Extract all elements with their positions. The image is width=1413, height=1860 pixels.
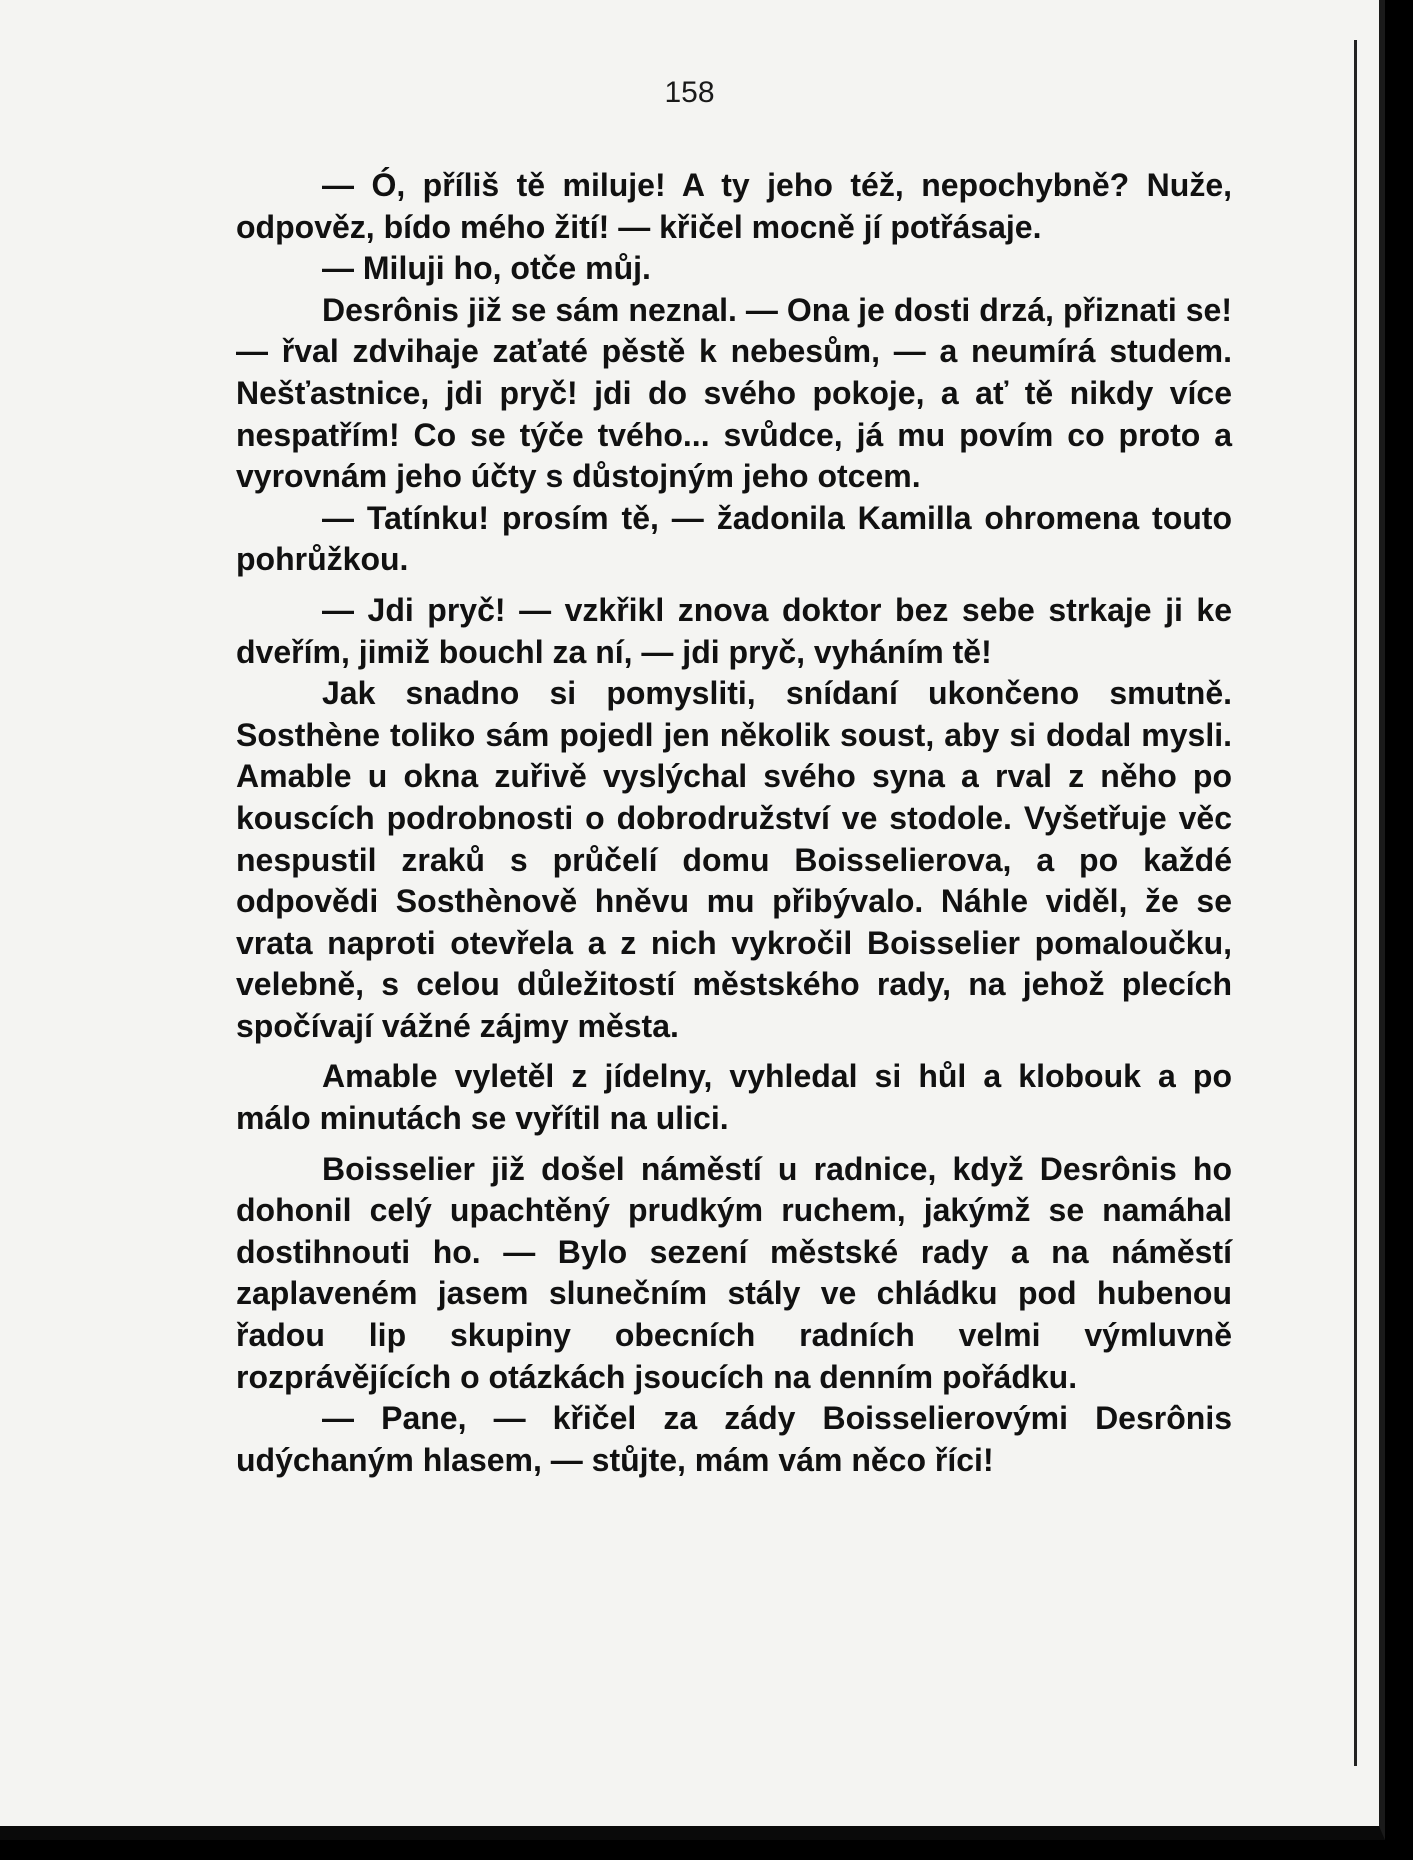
- paragraph: Desrônis již se sám neznal. — Ona je dosti drzá, přiznati se! — řval zdvihaje zaťaté pěstě k nebesům, — a neumírá studem. Nešťastnice, jdi pryč! jdi do svého pokoje, a ať tě nikdy více nespatřím! Co se týče tvého... svůdce, já mu povím co proto a vyrovnám jeho účty s důstojným jeho otcem.: [236, 291, 1232, 495]
- paragraph: Boisselier již došel náměstí u radnice, když Desrônis ho dohonil celý upachtěný prudkým ruchem, jakýmž se namáhal dostihnouti ho. — Bylo sezení městské rady a na náměstí zaplaveném jasem slunečním stály ve chládku pod hubenou řadou lip skupiny obecních radních velmi výmluvně rozprávějících o otázkách jsoucích na denním pořádku.: [236, 1150, 1232, 1395]
- paragraph: Amable vyletěl z jídelny, vyhledal si hůl a klobouk a po málo minutách se vyřítil na ulici.: [236, 1058, 1232, 1137]
- paragraph: — Ó, příliš tě miluje! A ty jeho též, nepochybně? Nuže, odpověz, bído mého žití! — křičel mocně jí potřásaje.: [236, 167, 1232, 245]
- paragraph: — Miluji ho, otče můj.: [322, 250, 651, 287]
- body-text: [236, 165, 1232, 1481]
- paragraph: — Tatínku! prosím tě, — žadonila Kamilla ohromena touto pohrůžkou.: [236, 499, 1232, 578]
- page-number: 158: [664, 76, 715, 109]
- paragraph: — Pane, — křičel za zády Boisselierovými Desrônis udýchaným hlasem, — stůjte, mám vám něco říci!: [236, 1400, 1232, 1478]
- page-edge-line: [1354, 40, 1357, 1766]
- paragraph: — Jdi pryč! — vzkřikl znova doktor bez sebe strkaje ji ke dveřím, jimiž bouchl za ní, — jdi pryč, vyháním tě!: [236, 591, 1232, 670]
- paragraph: Jak snadno si pomysliti, snídaní ukončeno smutně. Sosthène toliko sám pojedl jen několik soust, aby si dodal mysli. Amable u okna zuřivě vyslýchal svého syna a rval z něho po kouscích podrobnosti o dobrodružství ve stodole. Vyšetřuje věc nespustil zraků s průčelí domu Boisselierova, a po každé odpovědi Sosthènově hněvu mu přibývalo. Náhle viděl, že se vrata naproti otevřela a z nich vykročil Boisselier pomaloučku, velebně, s celou důležitostí městského rady, na jehož plecích spočívají vážné zájmy města.: [236, 675, 1232, 1044]
